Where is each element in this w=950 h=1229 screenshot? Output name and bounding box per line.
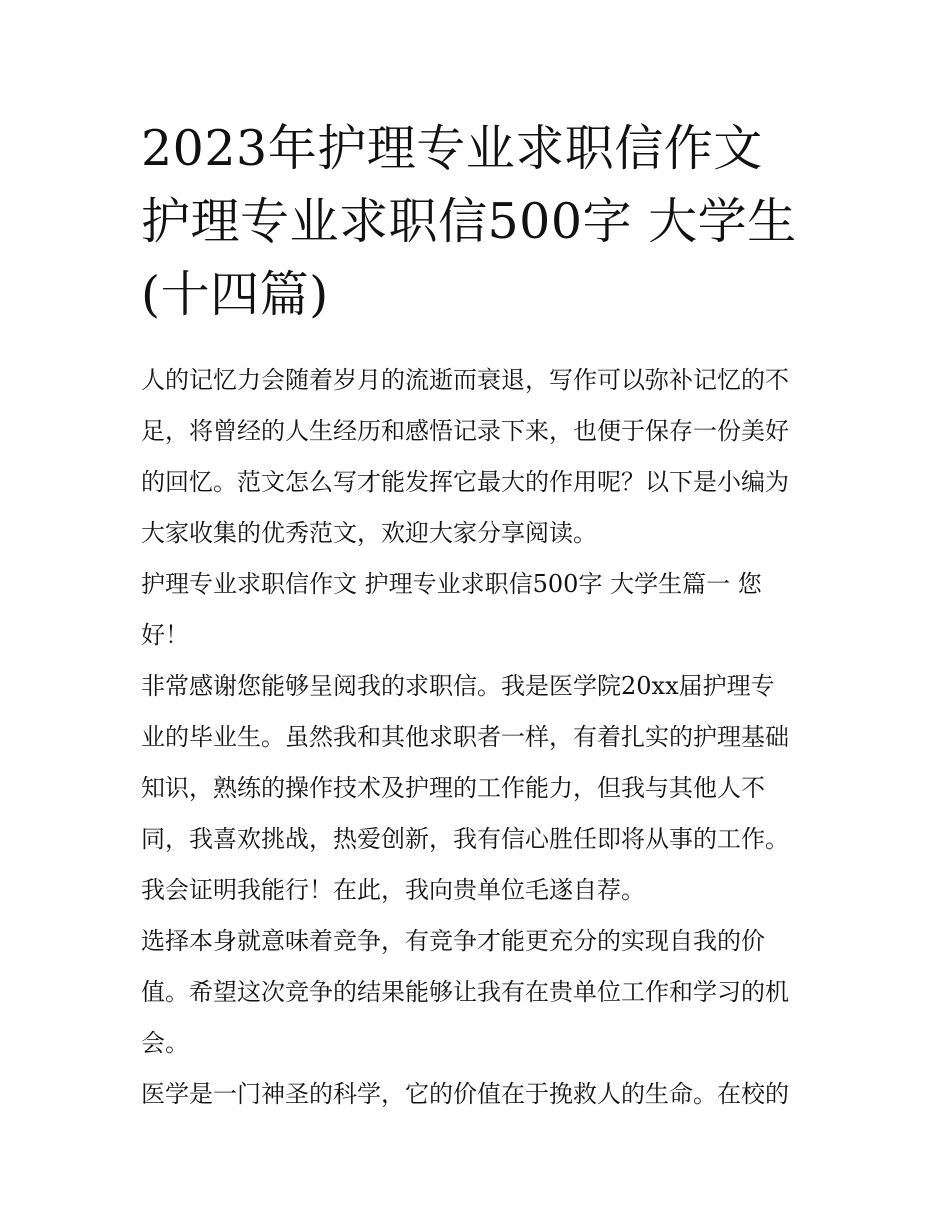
- body-line: 会。: [141, 1029, 189, 1057]
- body-line: 选择本身就意味着竞争，有竞争才能更充分的实现自我的价: [141, 927, 765, 955]
- body-line: 人的记忆力会随着岁月的流逝而衰退，写作可以弥补记忆的不: [141, 366, 789, 394]
- title-line: (十四篇): [141, 266, 329, 323]
- body-line: 好！: [141, 621, 189, 649]
- document-title: [141, 112, 841, 331]
- body-line: 的回忆。范文怎么写才能发挥它最大的作用呢？以下是小编为: [141, 468, 789, 496]
- body-line: 知识，熟练的操作技术及护理的工作能力，但我与其他人不: [141, 774, 765, 802]
- body-line: 足，将曾经的人生经历和感悟记录下来，也便于保存一份美好: [141, 417, 789, 445]
- body-line: 医学是一门神圣的科学，它的价值在于挽救人的生命。在校的: [141, 1080, 789, 1108]
- body-line: 护理专业求职信作文 护理专业求职信500字 大学生篇一 您: [141, 570, 762, 598]
- body-line: 大家收集的优秀范文，欢迎大家分享阅读。: [141, 519, 597, 547]
- body-line: 值。希望这次竞争的结果能够让我有在贵单位工作和学习的机: [141, 978, 789, 1006]
- body-line: 同，我喜欢挑战，热爱创新，我有信心胜任即将从事的工作。: [141, 825, 789, 853]
- document-body: [141, 355, 821, 1120]
- body-line: 我会证明我能行！在此，我向贵单位毛遂自荐。: [141, 876, 645, 904]
- title-line: 2023年护理专业求职信作文: [141, 120, 763, 177]
- title-line: 护理专业求职信500字 大学生: [141, 193, 797, 250]
- body-line: 非常感谢您能够呈阅我的求职信。我是医学院20xx届护理专: [141, 672, 775, 700]
- body-line: 业的毕业生。虽然我和其他求职者一样，有着扎实的护理基础: [141, 723, 789, 751]
